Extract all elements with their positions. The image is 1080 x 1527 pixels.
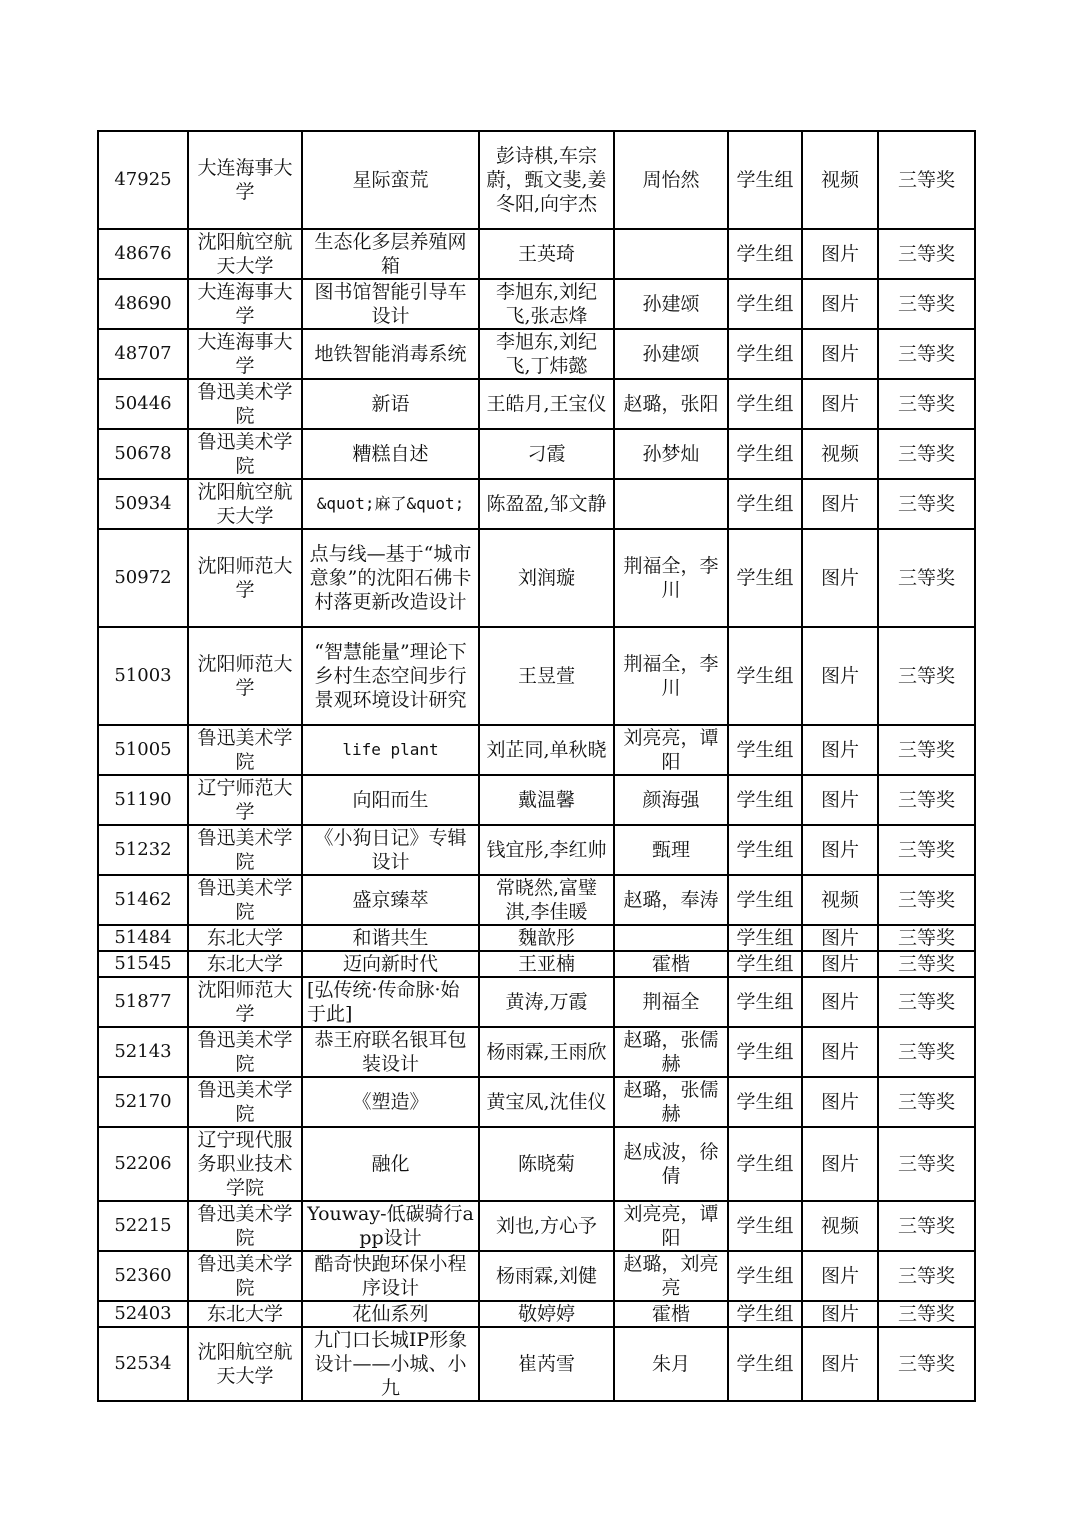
cell-award: 三等奖 (878, 479, 975, 529)
cell-type: 视频 (802, 131, 878, 229)
cell-school: 辽宁现代服务职业技术学院 (188, 1127, 302, 1201)
table-row (98, 329, 975, 379)
cell-advisor: 赵璐，张阳 (614, 379, 728, 429)
cell-authors: 敬婷婷 (479, 1301, 614, 1327)
cell-award: 三等奖 (878, 1327, 975, 1401)
table-row (98, 529, 975, 627)
cell-id: 48676 (98, 229, 188, 279)
cell-group: 学生组 (728, 1251, 802, 1301)
cell-type: 图片 (802, 529, 878, 627)
cell-school: 鲁迅美术学院 (188, 875, 302, 925)
cell-school: 辽宁师范大学 (188, 775, 302, 825)
table-row (98, 1077, 975, 1127)
cell-award: 三等奖 (878, 875, 975, 925)
cell-title: 和谐共生 (302, 925, 479, 951)
cell-school: 鲁迅美术学院 (188, 1201, 302, 1251)
cell-id: 50972 (98, 529, 188, 627)
table-row (98, 1127, 975, 1201)
cell-id: 52360 (98, 1251, 188, 1301)
cell-title: 盛京臻萃 (302, 875, 479, 925)
cell-group: 学生组 (728, 1327, 802, 1401)
cell-group: 学生组 (728, 627, 802, 725)
cell-group: 学生组 (728, 951, 802, 977)
cell-authors: 魏歆彤 (479, 925, 614, 951)
cell-award: 三等奖 (878, 379, 975, 429)
cell-authors: 刘也,方心予 (479, 1201, 614, 1251)
cell-title: 生态化多层养殖网箱 (302, 229, 479, 279)
cell-id: 50934 (98, 479, 188, 529)
cell-title: 酷奇快跑环保小程序设计 (302, 1251, 479, 1301)
cell-group: 学生组 (728, 1077, 802, 1127)
cell-title: 九门口长城IP形象设计——小城、小九 (302, 1327, 479, 1401)
cell-id: 47925 (98, 131, 188, 229)
cell-authors: 陈晓菊 (479, 1127, 614, 1201)
cell-award: 三等奖 (878, 725, 975, 775)
cell-authors: 黄涛,万霞 (479, 977, 614, 1027)
cell-id: 51545 (98, 951, 188, 977)
cell-school: 鲁迅美术学院 (188, 1077, 302, 1127)
cell-advisor: 孙梦灿 (614, 429, 728, 479)
cell-award: 三等奖 (878, 1301, 975, 1327)
cell-title: 点与线—基于“城市意象”的沈阳石佛卡村落更新改造设计 (302, 529, 479, 627)
cell-group: 学生组 (728, 329, 802, 379)
table-row (98, 229, 975, 279)
table-row (98, 875, 975, 925)
cell-id: 51232 (98, 825, 188, 875)
cell-school: 沈阳航空航天大学 (188, 479, 302, 529)
cell-id: 52206 (98, 1127, 188, 1201)
cell-school: 鲁迅美术学院 (188, 825, 302, 875)
cell-advisor: 赵璐，奉涛 (614, 875, 728, 925)
cell-type: 图片 (802, 627, 878, 725)
cell-advisor: 刘亮亮，谭阳 (614, 1201, 728, 1251)
cell-advisor: 荆福全 (614, 977, 728, 1027)
cell-award: 三等奖 (878, 1127, 975, 1201)
cell-award: 三等奖 (878, 627, 975, 725)
cell-school: 鲁迅美术学院 (188, 1027, 302, 1077)
table-row (98, 1027, 975, 1077)
cell-advisor: 荆福全，李川 (614, 529, 728, 627)
table-row (98, 379, 975, 429)
cell-authors: 王昱萱 (479, 627, 614, 725)
cell-title: life plant (302, 725, 479, 775)
cell-advisor (614, 229, 728, 279)
cell-award: 三等奖 (878, 1027, 975, 1077)
cell-school: 沈阳师范大学 (188, 977, 302, 1027)
cell-group: 学生组 (728, 925, 802, 951)
awards-table (97, 130, 976, 1402)
cell-id: 51877 (98, 977, 188, 1027)
cell-authors: 钱宜彤,李红帅 (479, 825, 614, 875)
cell-school: 鲁迅美术学院 (188, 725, 302, 775)
cell-advisor: 朱月 (614, 1327, 728, 1401)
cell-id: 51462 (98, 875, 188, 925)
cell-advisor: 甄理 (614, 825, 728, 875)
cell-authors: 戴温馨 (479, 775, 614, 825)
cell-advisor: 赵璐，刘亮亮 (614, 1251, 728, 1301)
cell-title: “智慧能量”理论下乡村生态空间步行景观环境设计研究 (302, 627, 479, 725)
table-row (98, 131, 975, 229)
table-row (98, 1201, 975, 1251)
cell-type: 图片 (802, 329, 878, 379)
cell-award: 三等奖 (878, 925, 975, 951)
cell-title: 恭王府联名银耳包装设计 (302, 1027, 479, 1077)
cell-award: 三等奖 (878, 1077, 975, 1127)
cell-group: 学生组 (728, 875, 802, 925)
cell-group: 学生组 (728, 775, 802, 825)
cell-advisor (614, 925, 728, 951)
table-row (98, 1327, 975, 1401)
cell-id: 51190 (98, 775, 188, 825)
table-row (98, 279, 975, 329)
cell-group: 学生组 (728, 825, 802, 875)
cell-title: [弘传统·传命脉·始于此] (302, 977, 479, 1027)
cell-award: 三等奖 (878, 429, 975, 479)
cell-group: 学生组 (728, 725, 802, 775)
cell-group: 学生组 (728, 279, 802, 329)
cell-advisor (614, 479, 728, 529)
cell-award: 三等奖 (878, 825, 975, 875)
cell-type: 图片 (802, 1077, 878, 1127)
cell-title: &quot;麻了&quot; (302, 479, 479, 529)
cell-school: 沈阳航空航天大学 (188, 229, 302, 279)
cell-school: 沈阳师范大学 (188, 529, 302, 627)
cell-id: 51005 (98, 725, 188, 775)
cell-advisor: 赵成波，徐倩 (614, 1127, 728, 1201)
cell-advisor: 霍楷 (614, 951, 728, 977)
cell-title: 迈向新时代 (302, 951, 479, 977)
cell-authors: 王英琦 (479, 229, 614, 279)
cell-authors: 刘润璇 (479, 529, 614, 627)
table-row (98, 725, 975, 775)
cell-school: 大连海事大学 (188, 329, 302, 379)
cell-id: 52534 (98, 1327, 188, 1401)
table-row (98, 825, 975, 875)
cell-authors: 陈盈盈,邹文静 (479, 479, 614, 529)
table-row (98, 775, 975, 825)
cell-advisor: 霍楷 (614, 1301, 728, 1327)
cell-school: 东北大学 (188, 925, 302, 951)
cell-type: 图片 (802, 977, 878, 1027)
cell-school: 东北大学 (188, 1301, 302, 1327)
cell-authors: 李旭东,刘纪飞,丁炜懿 (479, 329, 614, 379)
cell-advisor: 颜海强 (614, 775, 728, 825)
cell-school: 沈阳师范大学 (188, 627, 302, 725)
cell-type: 视频 (802, 875, 878, 925)
cell-group: 学生组 (728, 1127, 802, 1201)
cell-advisor: 周怡然 (614, 131, 728, 229)
cell-id: 48707 (98, 329, 188, 379)
cell-authors: 常晓然,富璧淇,李佳暖 (479, 875, 614, 925)
cell-advisor: 孙建颂 (614, 279, 728, 329)
cell-school: 大连海事大学 (188, 279, 302, 329)
cell-authors: 刘芷同,单秋晓 (479, 725, 614, 775)
cell-award: 三等奖 (878, 775, 975, 825)
cell-title: 向阳而生 (302, 775, 479, 825)
cell-id: 52143 (98, 1027, 188, 1077)
cell-group: 学生组 (728, 429, 802, 479)
cell-group: 学生组 (728, 1027, 802, 1077)
cell-award: 三等奖 (878, 1251, 975, 1301)
cell-group: 学生组 (728, 1301, 802, 1327)
cell-award: 三等奖 (878, 951, 975, 977)
cell-id: 51003 (98, 627, 188, 725)
table-row (98, 925, 975, 951)
cell-advisor: 荆福全，李川 (614, 627, 728, 725)
cell-title: 地铁智能消毒系统 (302, 329, 479, 379)
cell-type: 图片 (802, 925, 878, 951)
cell-group: 学生组 (728, 131, 802, 229)
cell-authors: 刁霞 (479, 429, 614, 479)
cell-award: 三等奖 (878, 279, 975, 329)
cell-advisor: 孙建颂 (614, 329, 728, 379)
cell-type: 图片 (802, 1027, 878, 1077)
cell-school: 鲁迅美术学院 (188, 379, 302, 429)
cell-group: 学生组 (728, 977, 802, 1027)
cell-type: 图片 (802, 825, 878, 875)
cell-id: 50446 (98, 379, 188, 429)
cell-award: 三等奖 (878, 131, 975, 229)
cell-type: 图片 (802, 775, 878, 825)
cell-group: 学生组 (728, 229, 802, 279)
cell-id: 52170 (98, 1077, 188, 1127)
cell-authors: 崔芮雪 (479, 1327, 614, 1401)
cell-type: 图片 (802, 479, 878, 529)
cell-title: 糟糕自述 (302, 429, 479, 479)
cell-school: 沈阳航空航天大学 (188, 1327, 302, 1401)
cell-type: 图片 (802, 229, 878, 279)
cell-type: 图片 (802, 279, 878, 329)
cell-group: 学生组 (728, 529, 802, 627)
cell-authors: 黄宝凤,沈佳仪 (479, 1077, 614, 1127)
cell-title: 花仙系列 (302, 1301, 479, 1327)
table-row (98, 627, 975, 725)
cell-type: 图片 (802, 379, 878, 429)
cell-award: 三等奖 (878, 229, 975, 279)
cell-award: 三等奖 (878, 329, 975, 379)
cell-type: 图片 (802, 1301, 878, 1327)
table-row (98, 479, 975, 529)
cell-advisor: 赵璐，张儒赫 (614, 1077, 728, 1127)
cell-award: 三等奖 (878, 1201, 975, 1251)
cell-authors: 杨雨霖,刘健 (479, 1251, 614, 1301)
cell-authors: 杨雨霖,王雨欣 (479, 1027, 614, 1077)
cell-group: 学生组 (728, 379, 802, 429)
cell-type: 图片 (802, 1251, 878, 1301)
cell-title: 新语 (302, 379, 479, 429)
cell-authors: 彭诗棋,车宗蔚，甄文斐,姜冬阳,向宇杰 (479, 131, 614, 229)
cell-school: 鲁迅美术学院 (188, 429, 302, 479)
table-row (98, 429, 975, 479)
cell-id: 50678 (98, 429, 188, 479)
cell-type: 图片 (802, 725, 878, 775)
cell-authors: 王亚楠 (479, 951, 614, 977)
cell-type: 图片 (802, 1327, 878, 1401)
cell-award: 三等奖 (878, 977, 975, 1027)
cell-advisor: 赵璐，张儒赫 (614, 1027, 728, 1077)
cell-title: 《小狗日记》专辑设计 (302, 825, 479, 875)
cell-id: 51484 (98, 925, 188, 951)
cell-title: 图书馆智能引导车设计 (302, 279, 479, 329)
cell-title: Youway-低碳骑行app设计 (302, 1201, 479, 1251)
cell-type: 图片 (802, 1127, 878, 1201)
cell-id: 48690 (98, 279, 188, 329)
cell-group: 学生组 (728, 1201, 802, 1251)
table-row (98, 951, 975, 977)
cell-authors: 王皓月,王宝仪 (479, 379, 614, 429)
table-row (98, 1301, 975, 1327)
cell-school: 东北大学 (188, 951, 302, 977)
table-row (98, 1251, 975, 1301)
cell-title: 《塑造》 (302, 1077, 479, 1127)
cell-id: 52403 (98, 1301, 188, 1327)
cell-type: 视频 (802, 429, 878, 479)
cell-group: 学生组 (728, 479, 802, 529)
cell-id: 52215 (98, 1201, 188, 1251)
cell-title: 星际蛮荒 (302, 131, 479, 229)
table-row (98, 977, 975, 1027)
cell-type: 视频 (802, 1201, 878, 1251)
cell-authors: 李旭东,刘纪飞,张志烽 (479, 279, 614, 329)
cell-school: 大连海事大学 (188, 131, 302, 229)
table-body (98, 131, 975, 1401)
cell-advisor: 刘亮亮，谭阳 (614, 725, 728, 775)
cell-award: 三等奖 (878, 529, 975, 627)
cell-type: 图片 (802, 951, 878, 977)
cell-title: 融化 (302, 1127, 479, 1201)
cell-school: 鲁迅美术学院 (188, 1251, 302, 1301)
